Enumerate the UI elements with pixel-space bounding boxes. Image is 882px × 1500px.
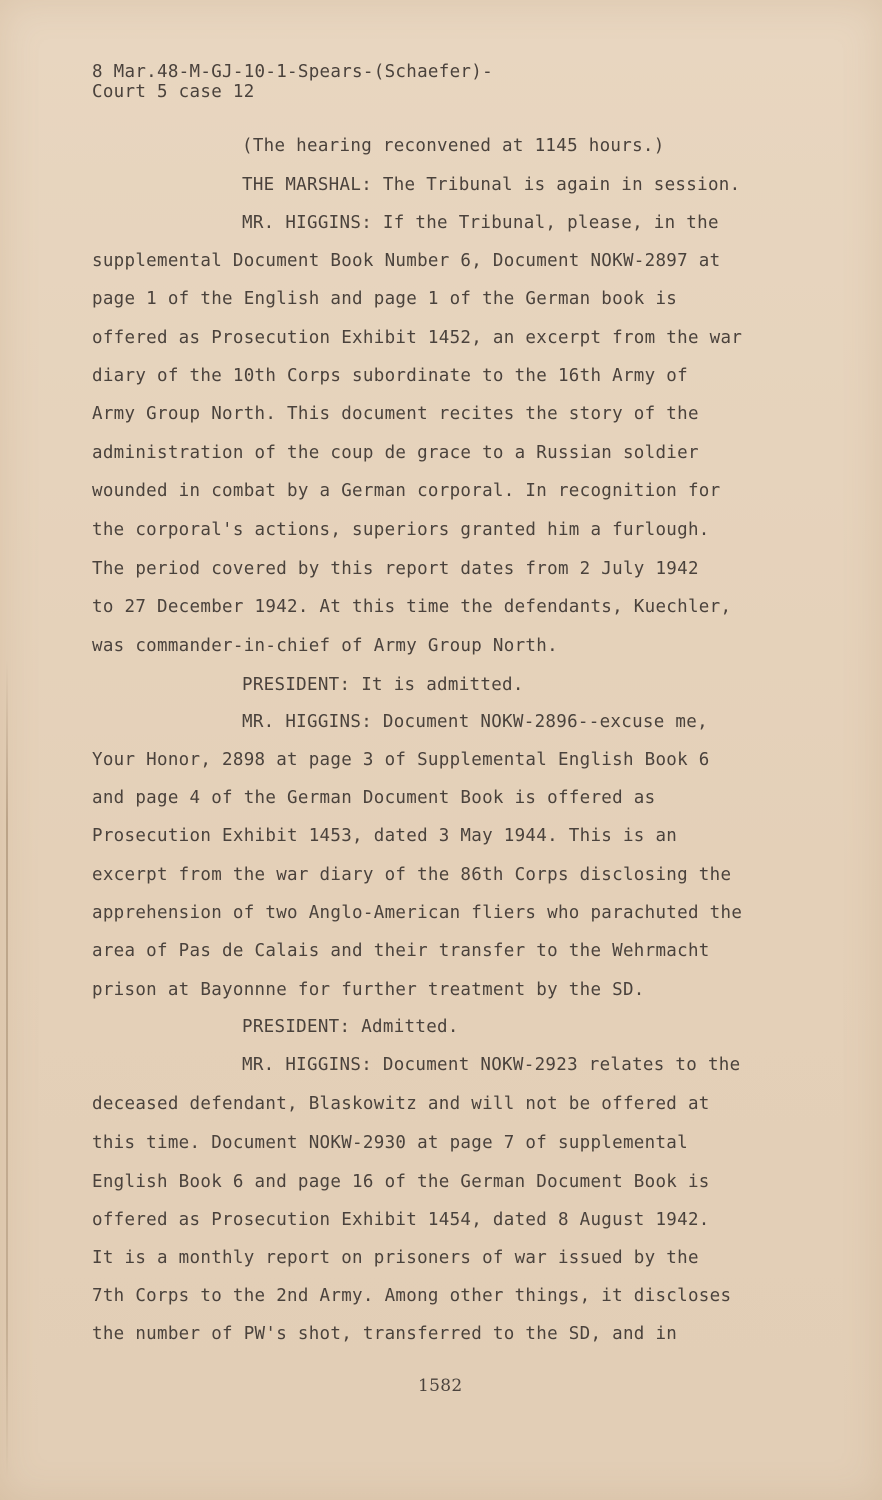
- text-line: page 1 of the English and page 1 of the German book is: [92, 289, 678, 309]
- text-line: 7th Corps to the 2nd Army. Among other things, it discloses: [92, 1286, 732, 1306]
- text-line: PRESIDENT: Admitted.: [242, 1017, 459, 1037]
- text-line: The period covered by this report dates from 2 July 1942: [92, 559, 699, 579]
- text-line: Prosecution Exhibit 1453, dated 3 May 1944. This is an: [92, 826, 678, 846]
- text-line: MR. HIGGINS: Document NOKW-2923 relates to the: [242, 1055, 741, 1075]
- text-line: wounded in combat by a German corporal. In recognition for: [92, 481, 721, 501]
- text-line: Your Honor, 2898 at page 3 of Supplemental English Book 6: [92, 750, 710, 770]
- text-line: (The hearing reconvened at 1145 hours.): [242, 136, 665, 156]
- text-line: excerpt from the war diary of the 86th Corps disclosing the: [92, 865, 732, 885]
- text-line: PRESIDENT: It is admitted.: [242, 675, 524, 695]
- text-line: area of Pas de Calais and their transfer to the Wehrmacht: [92, 941, 710, 961]
- text-line: this time. Document NOKW-2930 at page 7 of supplemental: [92, 1133, 688, 1153]
- text-line: diary of the 10th Corps subordinate to the 16th Army of: [92, 366, 688, 386]
- text-line: deceased defendant, Blaskowitz and will not be offered at: [92, 1094, 710, 1114]
- header-line-1: 8 Mar.48-M-GJ-10-1-Spears-(Schaefer)-: [92, 62, 493, 82]
- text-line: prison at Bayonnne for further treatment by the SD.: [92, 980, 645, 1000]
- text-line: Army Group North. This document recites the story of the: [92, 404, 699, 424]
- document-header: [92, 62, 493, 102]
- text-line: the number of PW's shot, transferred to the SD, and in: [92, 1324, 678, 1344]
- text-line: apprehension of two Anglo-American fliers who parachuted the: [92, 903, 743, 923]
- text-line: THE MARSHAL: The Tribunal is again in session.: [242, 175, 741, 195]
- text-line: It is a monthly report on prisoners of war issued by the: [92, 1248, 699, 1268]
- text-line: administration of the coup de grace to a Russian soldier: [92, 443, 699, 463]
- header-line-2: Court 5 case 12: [92, 82, 255, 102]
- page-number: 1582: [418, 1376, 463, 1396]
- text-line: MR. HIGGINS: If the Tribunal, please, in the: [242, 213, 719, 233]
- page-edge-shadow: [6, 660, 8, 1480]
- text-line: offered as Prosecution Exhibit 1452, an excerpt from the war: [92, 328, 743, 348]
- text-line: offered as Prosecution Exhibit 1454, dated 8 August 1942.: [92, 1210, 710, 1230]
- text-line: supplemental Document Book Number 6, Document NOKW-2897 at: [92, 251, 721, 271]
- text-line: to 27 December 1942. At this time the defendants, Kuechler,: [92, 597, 732, 617]
- text-line: MR. HIGGINS: Document NOKW-2896--excuse me,: [242, 712, 708, 732]
- text-line: was commander-in-chief of Army Group North.: [92, 636, 558, 656]
- text-line: English Book 6 and page 16 of the German Document Book is: [92, 1172, 710, 1192]
- text-line: and page 4 of the German Document Book is offered as: [92, 788, 656, 808]
- text-line: the corporal's actions, superiors granted him a furlough.: [92, 520, 710, 540]
